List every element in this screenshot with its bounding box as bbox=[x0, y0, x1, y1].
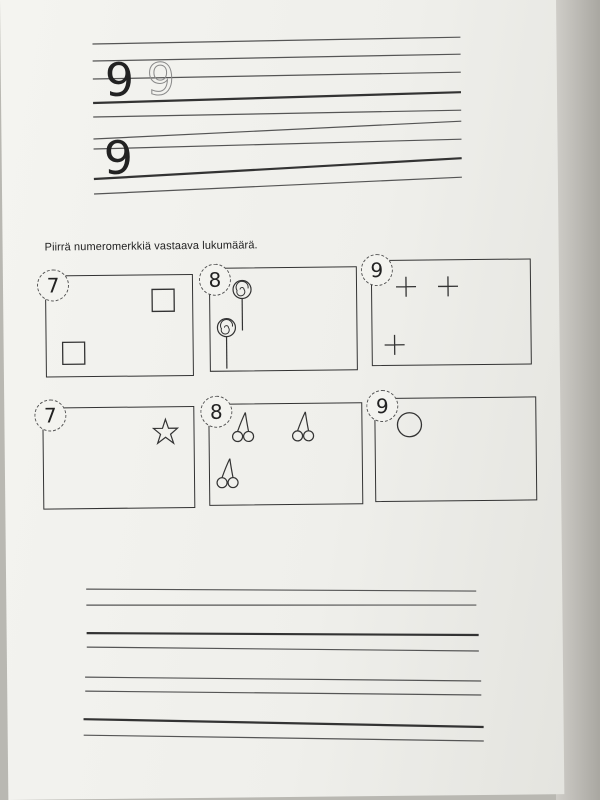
drawing-box[interactable] bbox=[209, 266, 358, 372]
number-badge: 8 bbox=[199, 264, 231, 296]
square-icon bbox=[150, 287, 178, 315]
number-badge: 7 bbox=[37, 269, 69, 301]
number-badge: 9 bbox=[366, 390, 398, 422]
square-icon bbox=[61, 340, 89, 368]
model-digit: 9 bbox=[104, 52, 135, 107]
cherries-icon bbox=[289, 410, 317, 444]
plus-icon bbox=[394, 275, 418, 299]
number-badge: 8 bbox=[200, 396, 232, 428]
plus-icon bbox=[436, 274, 460, 298]
lollipop-icon bbox=[214, 317, 239, 371]
circle-icon bbox=[395, 411, 425, 441]
drawing-box[interactable] bbox=[374, 396, 537, 502]
cherries-icon bbox=[214, 456, 242, 490]
drawing-box[interactable] bbox=[208, 402, 363, 506]
number-badge: 7 bbox=[34, 399, 66, 431]
number-badge: 9 bbox=[361, 254, 393, 286]
dotted-trace-digit[interactable]: 9 bbox=[146, 54, 176, 106]
drawing-box[interactable] bbox=[42, 406, 195, 510]
cherries-icon bbox=[229, 410, 257, 444]
model-digit: 9 bbox=[103, 130, 134, 185]
drawing-box[interactable] bbox=[371, 258, 532, 366]
plus-icon bbox=[383, 333, 407, 357]
instruction-text: Piirrä numeromerkkiä vastaava lukumäärä. bbox=[44, 239, 258, 254]
star-icon bbox=[151, 417, 179, 445]
